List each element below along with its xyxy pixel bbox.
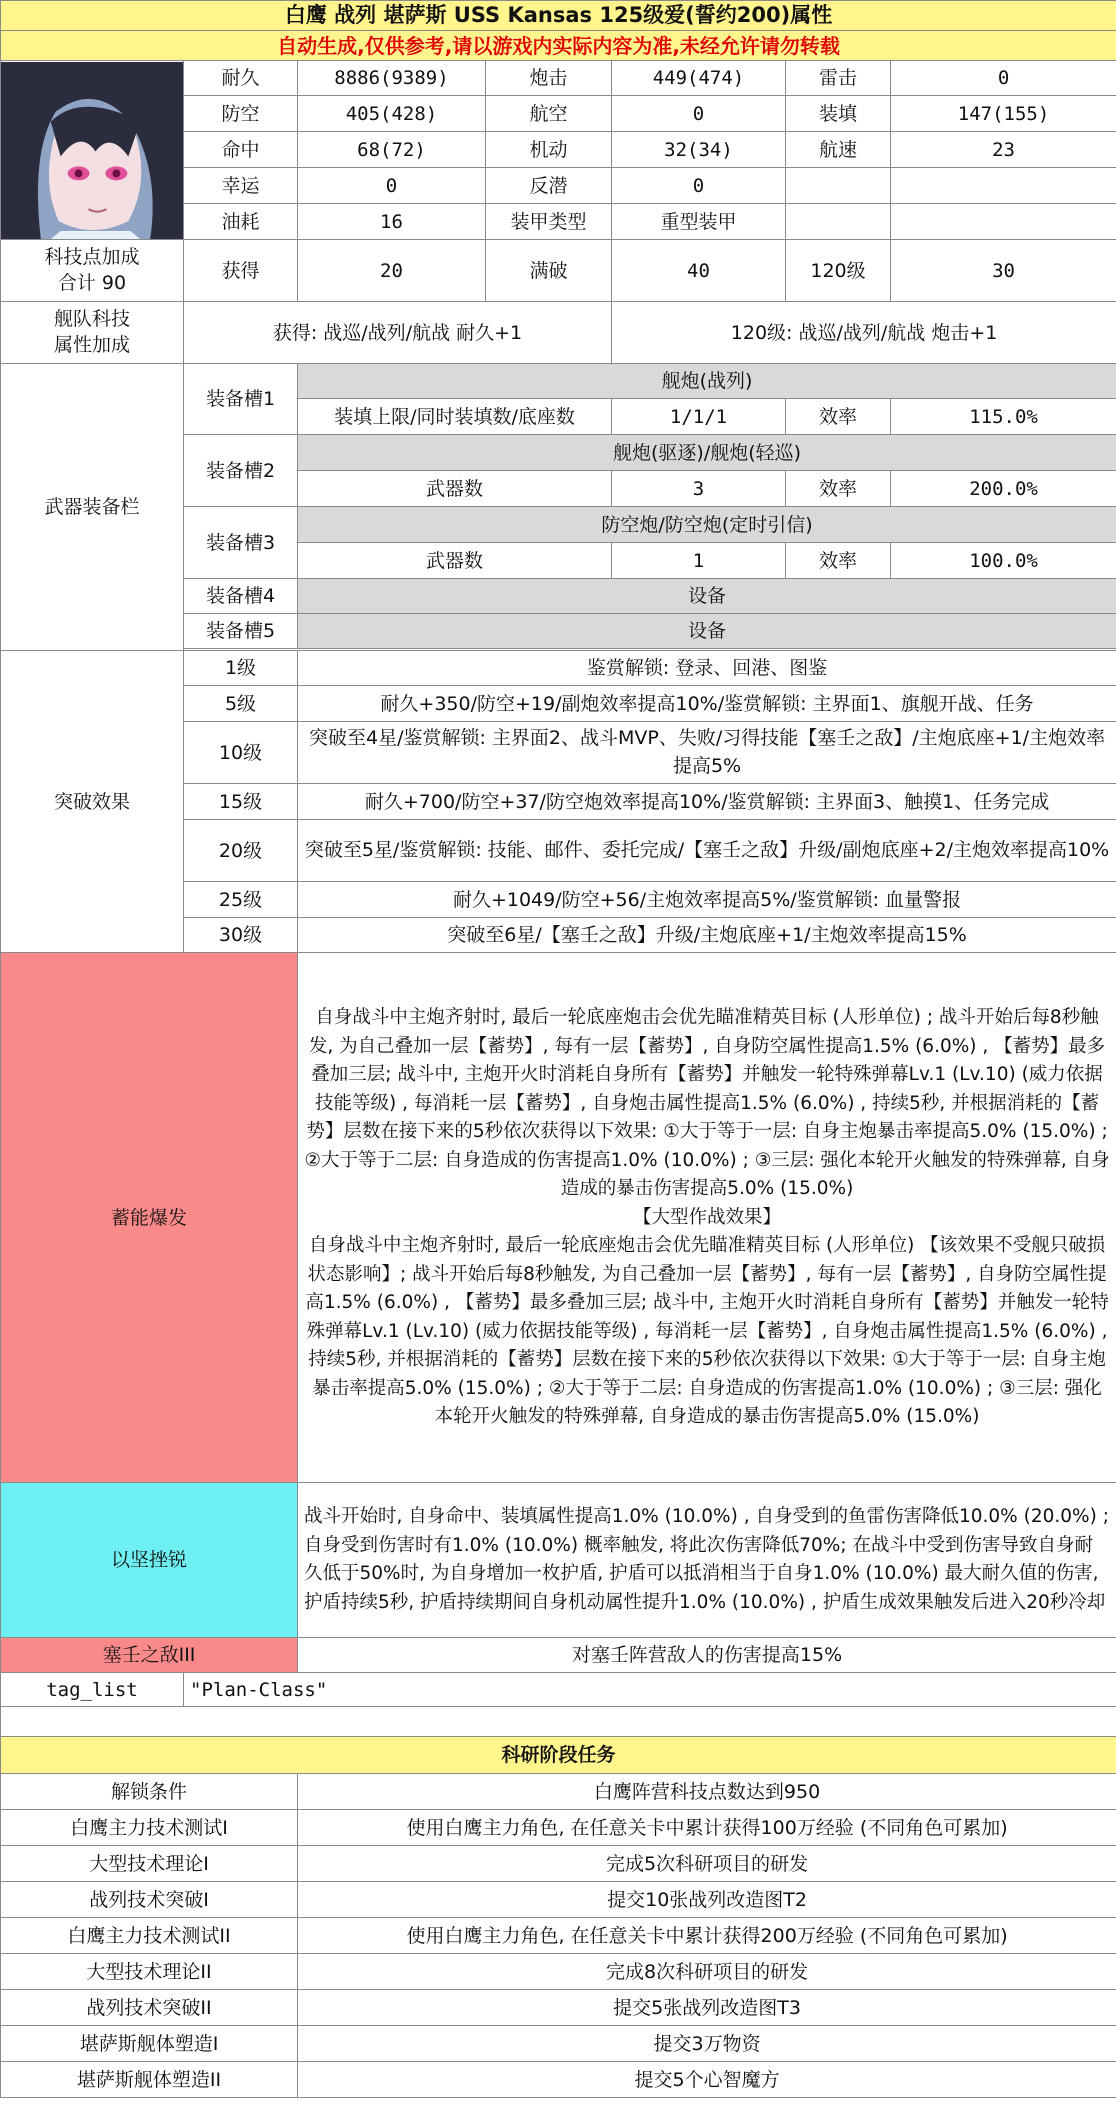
spacer	[1, 1707, 1116, 1737]
research-desc: 完成5次科研项目的研发	[298, 1846, 1116, 1882]
research-name: 解锁条件	[1, 1774, 298, 1810]
slot-type: 设备	[298, 579, 1116, 614]
tech-label: 获得	[184, 240, 298, 302]
bt-level: 10级	[184, 722, 298, 784]
stat-value: 0	[612, 168, 786, 204]
skill-name: 蓄能爆发	[1, 953, 298, 1483]
slot-stat-value: 3	[612, 471, 786, 507]
bt-level: 20级	[184, 820, 298, 882]
stat-value: 8886(9389)	[298, 61, 486, 96]
stat-value: 重型装甲	[612, 204, 786, 240]
stat-label: 反潜	[486, 168, 612, 204]
stat-label: 航空	[486, 96, 612, 132]
slot-eff-value: 100.0%	[891, 543, 1116, 579]
slot-eff-label: 效率	[786, 471, 891, 507]
skill-text: 自身战斗中主炮齐射时, 最后一轮底座炮击会优先瞄准精英目标 (人形单位) 【该效果不受舰只破损状态影响】; 战斗开始后每8秒触发, 为自己叠加一层【蓄势】, 每有一层【蓄势】, 自身防空属性提高1.5% (6.0%) , 【蓄势】最多叠加三层; 战斗中, 主炮开火时消耗自身所有【蓄势】并触发一轮特殊弹幕Lv.1 (Lv.10) (威力依据技能等级) , 每消耗一层【蓄势】, 自身炮击属性提高1.5% (6.0%) , 持续5秒, 并根据消耗的【蓄势】层数在接下来的5秒依次获得以下效果: ①大于等于一层: 自身主炮暴击率提高5.0% (15.0%) ; ②大于等于二层: 自身造成的伤害提高1.0% (10.0%) ; ③三层: 强化本轮开火触发的特殊弹幕, 自身造成的暴击伤害提高5.0% (15.0%)	[305, 1235, 1109, 1428]
tag-list-value: "Plan-Class"	[184, 1673, 1116, 1707]
tag-list-label: tag_list	[1, 1673, 184, 1707]
bt-text: 突破至4星/鉴赏解锁: 主界面2、战斗MVP、失败/习得技能【塞壬之敌】/主炮底座+1/主炮效率提高5%	[298, 722, 1116, 784]
skill-name: 以坚挫锐	[1, 1483, 298, 1638]
research-name: 战列技术突破II	[1, 1990, 298, 2026]
slot-stat-value: 1	[612, 543, 786, 579]
empty-cell	[891, 168, 1116, 204]
bt-level: 1级	[184, 651, 298, 686]
research-name: 堪萨斯舰体塑造II	[1, 2062, 298, 2098]
research-desc: 提交10张战列改造图T2	[298, 1882, 1116, 1918]
breakthrough-label: 突破效果	[1, 651, 184, 953]
tech-label: 满破	[486, 240, 612, 302]
stat-label: 防空	[184, 96, 298, 132]
skill-subtitle: 【大型作战效果】	[633, 1206, 782, 1228]
fleet-tech-label: 舰队科技 属性加成	[1, 302, 184, 364]
slot-label: 装备槽5	[184, 614, 298, 649]
character-portrait-icon	[1, 62, 183, 239]
bt-text: 突破至5星/鉴赏解锁: 技能、邮件、委托完成/【塞壬之敌】升级/副炮底座+2/主炮效率提高10%	[298, 820, 1116, 882]
slot-label: 装备槽4	[184, 579, 298, 614]
stat-value: 68(72)	[298, 132, 486, 168]
research-desc: 使用白鹰主力角色, 在任意关卡中累计获得200万经验 (不同角色可累加)	[298, 1918, 1116, 1954]
bt-level: 30级	[184, 918, 298, 953]
stat-value: 0	[298, 168, 486, 204]
tech-value: 30	[891, 240, 1116, 302]
bt-text: 耐久+1049/防空+56/主炮效率提高5%/鉴赏解锁: 血量警报	[298, 882, 1116, 918]
bt-text: 耐久+700/防空+37/防空炮效率提高10%/鉴赏解锁: 主界面3、触摸1、任务完成	[298, 784, 1116, 820]
slot-eff-value: 200.0%	[891, 471, 1116, 507]
slot-stat-value: 1/1/1	[612, 399, 786, 435]
stat-label: 装填	[786, 96, 891, 132]
stat-label: 雷击	[786, 61, 891, 96]
slot-type: 舰炮(驱逐)/舰炮(轻巡)	[298, 435, 1116, 471]
stat-label: 命中	[184, 132, 298, 168]
skill-description	[298, 953, 1116, 1483]
tech-value: 20	[298, 240, 486, 302]
disclaimer-notice: 自动生成,仅供参考,请以游戏内实际内容为准,未经允许请勿转载	[1, 31, 1116, 61]
empty-cell	[786, 168, 891, 204]
stat-value: 16	[298, 204, 486, 240]
slot-eff-value: 115.0%	[891, 399, 1116, 435]
research-desc: 白鹰阵营科技点数达到950	[298, 1774, 1116, 1810]
research-name: 大型技术理论II	[1, 1954, 298, 1990]
skill-text: 战斗开始时, 自身命中、装填属性提高1.0% (10.0%) , 自身受到的鱼雷伤害降低10.0% (20.0%) ; 自身受到伤害时有1.0% (10.0%) 概率触发, 将此次伤害降低70%; 在战斗中受到伤害导致自身耐久低于50%时, 为自身增加一枚护盾, 护盾可以抵消相当于自身1.0% (10.0%) 最大耐久值的伤害, 护盾持续5秒, 护盾持续期间自身机动属性提升1.0% (10.0%) , 护盾生成效果触发后进入20秒冷却	[298, 1483, 1116, 1638]
bt-text: 鉴赏解锁: 登录、回港、图鉴	[298, 651, 1116, 686]
tech-label: 120级	[786, 240, 891, 302]
stat-label: 炮击	[486, 61, 612, 96]
research-desc: 提交3万物资	[298, 2026, 1116, 2062]
research-name: 堪萨斯舰体塑造I	[1, 2026, 298, 2062]
stat-label: 幸运	[184, 168, 298, 204]
stat-label: 航速	[786, 132, 891, 168]
empty-cell	[786, 204, 891, 240]
research-name: 白鹰主力技术测试I	[1, 1810, 298, 1846]
skill-name: 塞壬之敌III	[1, 1638, 298, 1673]
research-desc: 完成8次科研项目的研发	[298, 1954, 1116, 1990]
stat-value: 0	[891, 61, 1116, 96]
slot-label: 装备槽3	[184, 507, 298, 579]
bt-text: 耐久+350/防空+19/副炮效率提高10%/鉴赏解锁: 主界面1、旗舰开战、任务	[298, 686, 1116, 722]
fleet-tech-obtain: 获得: 战巡/战列/航战 耐久+1	[184, 302, 612, 364]
stat-label: 装甲类型	[486, 204, 612, 240]
research-name: 战列技术突破I	[1, 1882, 298, 1918]
research-title: 科研阶段任务	[1, 1737, 1116, 1774]
slot-stat-label: 武器数	[298, 471, 612, 507]
page-title: 白鹰 战列 堪萨斯 USS Kansas 125级爱(誓约200)属性	[1, 1, 1116, 31]
bt-level: 15级	[184, 784, 298, 820]
slot-type: 防空炮/防空炮(定时引信)	[298, 507, 1116, 543]
slot-stat-label: 装填上限/同时装填数/底座数	[298, 399, 612, 435]
bt-level: 25级	[184, 882, 298, 918]
slot-label: 装备槽1	[184, 364, 298, 435]
skill-text: 自身战斗中主炮齐射时, 最后一轮底座炮击会优先瞄准精英目标 (人形单位) ; 战斗开始后每8秒触发, 为自己叠加一层【蓄势】, 每有一层【蓄势】, 自身防空属性提高1.5% (6.0%) , 【蓄势】最多叠加三层; 战斗中, 主炮开火时消耗自身所有【蓄势】并触发一轮特殊弹幕Lv.1 (Lv.10) (威力依据技能等级) , 每消耗一层【蓄势】, 自身炮击属性提高1.5% (6.0%) , 持续5秒, 并根据消耗的【蓄势】层数在接下来的5秒依次获得以下效果: ①大于等于一层: 自身主炮暴击率提高5.0% (15.0%) ; ②大于等于二层: 自身造成的伤害提高1.0% (10.0%) ; ③三层: 强化本轮开火触发的特殊弹幕, 自身造成的暴击伤害提高5.0% (15.0%)	[304, 1007, 1110, 1200]
tech-points-label: 科技点加成 合计 90	[1, 240, 184, 302]
stat-value: 23	[891, 132, 1116, 168]
stat-value: 32(34)	[612, 132, 786, 168]
research-desc: 提交5张战列改造图T3	[298, 1990, 1116, 2026]
slot-label: 装备槽2	[184, 435, 298, 507]
stat-value: 147(155)	[891, 96, 1116, 132]
stat-label: 机动	[486, 132, 612, 168]
weapons-label: 武器装备栏	[1, 364, 184, 651]
research-desc: 使用白鹰主力角色, 在任意关卡中累计获得100万经验 (不同角色可累加)	[298, 1810, 1116, 1846]
research-name: 白鹰主力技术测试II	[1, 1918, 298, 1954]
stat-value: 0	[612, 96, 786, 132]
stat-value: 405(428)	[298, 96, 486, 132]
slot-stat-label: 武器数	[298, 543, 612, 579]
stat-label: 耐久	[184, 61, 298, 96]
bt-text: 突破至6星/【塞壬之敌】升级/主炮底座+1/主炮效率提高15%	[298, 918, 1116, 953]
slot-eff-label: 效率	[786, 399, 891, 435]
stat-label: 油耗	[184, 204, 298, 240]
bt-level: 5级	[184, 686, 298, 722]
skill-text: 对塞壬阵营敌人的伤害提高15%	[298, 1638, 1116, 1673]
research-desc: 提交5个心智魔方	[298, 2062, 1116, 2098]
research-name: 大型技术理论I	[1, 1846, 298, 1882]
tech-value: 40	[612, 240, 786, 302]
empty-cell	[891, 204, 1116, 240]
character-portrait	[1, 61, 184, 240]
slot-type: 舰炮(战列)	[298, 364, 1116, 399]
fleet-tech-lv120: 120级: 战巡/战列/航战 炮击+1	[612, 302, 1116, 364]
slot-eff-label: 效率	[786, 543, 891, 579]
slot-type: 设备	[298, 614, 1116, 649]
stat-value: 449(474)	[612, 61, 786, 96]
